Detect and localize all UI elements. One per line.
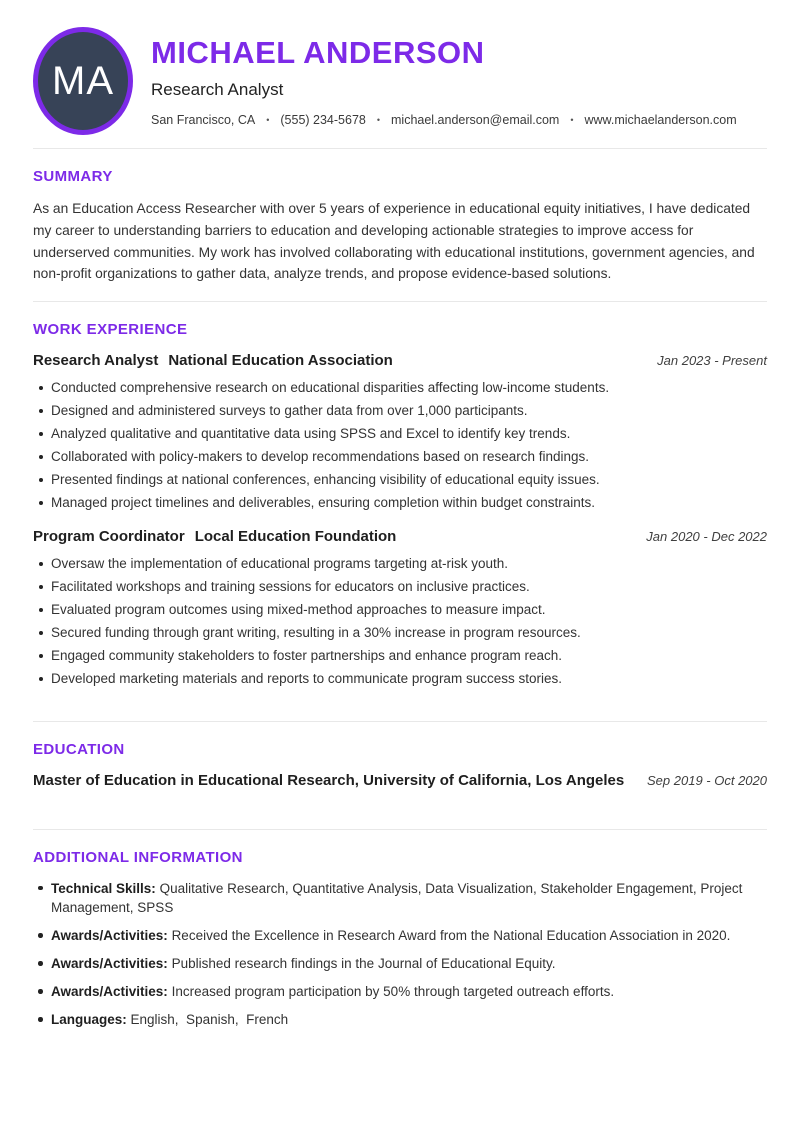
- job-entry: [33, 352, 767, 511]
- job-title: Program Coordinator: [33, 528, 185, 546]
- contact-website: www.michaelanderson.com: [584, 113, 737, 128]
- avatar: [33, 27, 133, 135]
- info-item-text: Received the Excellence in Research Award from the National Education Association in 2020.: [171, 928, 731, 943]
- job-bullet: Designed and administered surveys to gather data from over 1,000 participants.: [33, 403, 767, 420]
- job-bullet: Managed project timelines and deliverables, ensuring completion within budget constraints.: [33, 495, 767, 512]
- job-company: National Education Association: [168, 352, 393, 370]
- info-item-label: Technical Skills:: [51, 880, 156, 896]
- job-header: [33, 528, 767, 545]
- info-item: [33, 982, 767, 1001]
- job-bullet: Developed marketing materials and reports to communicate program success stories.: [33, 671, 767, 688]
- job-bullet: Analyzed qualitative and quantitative data using SPSS and Excel to identify key trends.: [33, 426, 767, 443]
- job-bullet: Conducted comprehensive research on educational disparities affecting low-income students.: [33, 380, 767, 397]
- job-dates: Jan 2020 - Dec 2022: [646, 529, 767, 545]
- job-company: Local Education Foundation: [194, 528, 397, 546]
- contact-row: [151, 113, 737, 127]
- job-bullet: Engaged community stakeholders to foster partnerships and enhance program reach.: [33, 648, 767, 665]
- info-item-text: Qualitative Research, Quantitative Analysis, Data Visualization, Stakeholder Engagement, Project Management, SPSS: [51, 880, 747, 915]
- info-item-label: Languages:: [51, 1012, 127, 1028]
- info-item: [33, 926, 767, 945]
- job-entry: [33, 528, 767, 687]
- bullet-separator-icon: •: [266, 115, 270, 126]
- header-text: [151, 35, 737, 128]
- info-item: [33, 879, 767, 917]
- job-title: Research Analyst: [33, 352, 159, 370]
- bullet-separator-icon: •: [376, 115, 381, 126]
- job-bullet-list: [33, 556, 767, 687]
- education-degree: Master of Education in Educational Research, University of California, Los Angeles: [33, 771, 625, 789]
- job-bullet: Oversaw the implementation of educational programs targeting at-risk youth.: [33, 556, 767, 573]
- job-bullet-list: [33, 380, 767, 511]
- info-item-label: Awards/Activities:: [51, 928, 168, 943]
- work-experience-section: [33, 302, 767, 721]
- additional-info-section: [33, 830, 767, 1030]
- contact-email: michael.anderson@email.com: [391, 113, 560, 128]
- job-title-group: [33, 352, 393, 369]
- contact-phone: (555) 234-5678: [280, 113, 366, 128]
- info-item: [33, 1010, 767, 1029]
- job-header: [33, 352, 767, 369]
- info-item-label: Awards/Activities:: [51, 956, 168, 972]
- job-dates: Jan 2023 - Present: [657, 353, 767, 369]
- info-item: [33, 954, 767, 973]
- education-entry: [33, 772, 767, 789]
- job-title-group: [33, 528, 396, 545]
- info-item-text: Increased program participation by 50% through targeted outreach efforts.: [171, 984, 615, 1000]
- job-bullet: Secured funding through grant writing, resulting in a 30% increase in program resources.: [33, 625, 767, 642]
- job-bullet: Facilitated workshops and training sessions for educators on inclusive practices.: [33, 579, 767, 596]
- info-item-label: Awards/Activities:: [51, 984, 168, 1000]
- additional-info-list: [33, 879, 767, 1030]
- person-job-title: Research Analyst: [151, 80, 284, 100]
- education-section: [33, 722, 767, 829]
- education-heading: EDUCATION: [33, 740, 125, 758]
- job-bullet: Evaluated program outcomes using mixed-method approaches to measure impact.: [33, 602, 767, 619]
- info-item-text: Published research findings in the Journal of Educational Equity.: [171, 956, 556, 972]
- summary-heading: SUMMARY: [33, 168, 113, 185]
- info-item-text: English, Spanish, French: [130, 1012, 289, 1028]
- avatar-initials: MA: [52, 58, 114, 103]
- job-bullet: Collaborated with policy-makers to develop recommendations based on research findings.: [33, 449, 767, 466]
- resume-header: [33, 0, 767, 148]
- job-bullet: Presented findings at national conferences, enhancing visibility of educational equity issues.: [33, 472, 767, 489]
- work-experience-heading: WORK EXPERIENCE: [33, 321, 188, 339]
- education-dates: Sep 2019 - Oct 2020: [647, 772, 767, 788]
- summary-text: As an Education Access Researcher with over 5 years of experience in educational equity initiatives, I have dedicated my career to understanding barriers to education and developing actionable strategies to improve access for underserved communities. My work has involved collaborating with educational institutions, government agencies, and non-profit organizations to gather data, analyze trends, and propose evidence-based solutions.: [33, 201, 755, 282]
- summary-section: [33, 149, 767, 301]
- contact-location: San Francisco, CA: [151, 113, 256, 128]
- additional-info-heading: ADDITIONAL INFORMATION: [33, 848, 243, 866]
- person-name: MICHAEL ANDERSON: [151, 34, 485, 70]
- bullet-separator-icon: •: [570, 115, 574, 126]
